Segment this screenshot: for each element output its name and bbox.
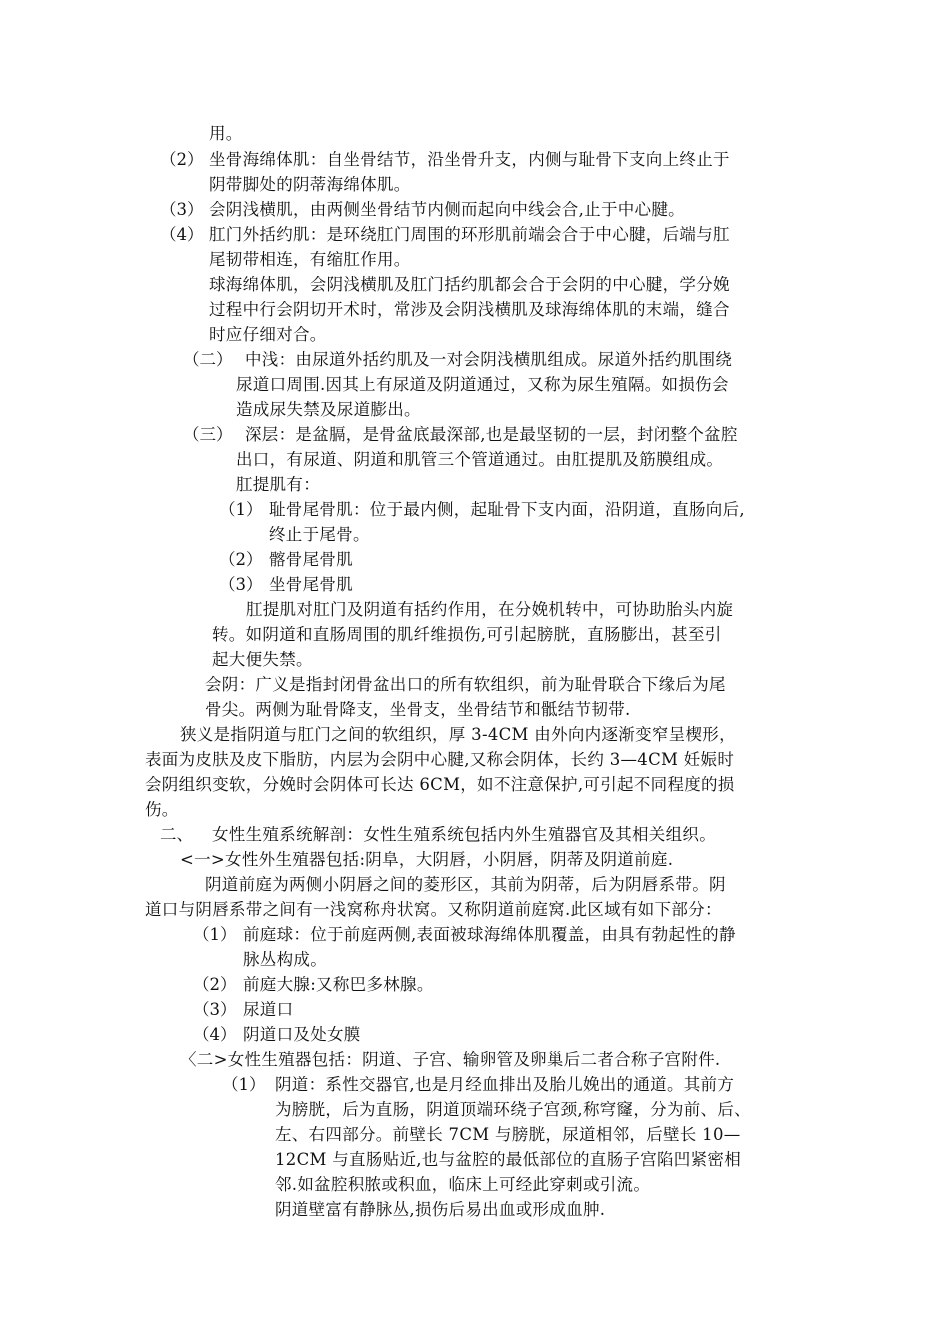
text-line: 转。如阴道和直肠周围的肌纤维损伤,可引起膀胱，直肠膨出，甚至引 (212, 625, 722, 644)
text-line: 肛提肌对肛门及阴道有括约作用，在分娩机转中，可协助胎头内旋 (246, 600, 734, 619)
text-line: 表面为皮肤及皮下脂肪，内层为会阴中心腱,又称会阴体，长约 3—4CM 妊娠时 (145, 750, 735, 769)
list-number: （3） (193, 1000, 237, 1019)
text-line: 伤。 (145, 800, 179, 819)
text-line: 球海绵体肌，会阴浅横肌及肛门括约肌都会合于会阴的中心腱，学分娩 (209, 275, 730, 294)
text-line: 会阴浅横肌，由两侧坐骨结节内侧而起向中线会合,止于中心腱。 (209, 200, 685, 219)
text-line: 〈二>女性生殖器包括：阴道、子宫、输卵管及卵巢后二者合称子宫附件. (180, 1050, 721, 1069)
text-line: 造成尿失禁及尿道膨出。 (236, 400, 421, 419)
text-line: 为膀胱，后为直肠，阴道顶端环绕子宫颈,称穹窿，分为前、后、 (275, 1100, 751, 1119)
list-number: （1） (219, 500, 263, 519)
text-line: 阴道前庭为两侧小阴唇之间的菱形区，其前为阴蒂，后为阴唇系带。阴 (205, 875, 726, 894)
text-line: 肛提肌有： (236, 475, 320, 494)
list-number: （2） (160, 150, 204, 169)
section-heading: 女性生殖系统解剖：女性生殖系统包括内外生殖器官及其相关组织。 (212, 825, 716, 844)
text-line: 阴道壁富有静脉丛,损伤后易出血或形成血肿. (275, 1200, 606, 1219)
text-line: 阴道口及处女膜 (243, 1025, 361, 1044)
text-line: 坐骨尾骨肌 (269, 575, 353, 594)
text-line: 阴带脚处的阴蒂海绵体肌。 (209, 175, 411, 194)
text-line: 过程中行会阴切开术时，常涉及会阴浅横肌及球海绵体肌的末端，缝合 (209, 300, 730, 319)
list-number: （4） (193, 1025, 237, 1044)
text-line: 狭义是指阴道与肛门之间的软组织，厚 3-4CM 由外向内逐渐变窄呈楔形， (180, 725, 736, 744)
text-line: 坐骨海绵体肌：自坐骨结节，沿坐骨升支，内侧与耻骨下支向上终止于 (209, 150, 730, 169)
list-number: （二） (183, 350, 233, 369)
text-line: 出口，有尿道、阴道和肌管三个管道通过。由肛提肌及筋膜组成。 (236, 450, 724, 469)
text-line: 阴道：系性交器官,也是月经血排出及胎儿娩出的通道。其前方 (275, 1075, 735, 1094)
list-number: （3） (219, 575, 263, 594)
text-line: 髂骨尾骨肌 (269, 550, 353, 569)
text-line: 尿道口 (243, 1000, 294, 1019)
text-line: 左、右四部分。前壁长 7CM 与膀胱，尿道相邻，后壁长 10— (275, 1125, 741, 1144)
text-line: 起大便失禁。 (212, 650, 313, 669)
text-line: 中浅：由尿道外括约肌及一对会阴浅横肌组成。尿道外括约肌围绕 (245, 350, 733, 369)
text-line: 12CM 与直肠贴近,也与盆腔的最低部位的直肠子宫陷凹紧密相 (275, 1150, 742, 1169)
list-number: （2） (193, 975, 237, 994)
text-line: 脉丛构成。 (243, 950, 327, 969)
section-number: 二、 (160, 825, 193, 844)
list-number: （1） (222, 1075, 266, 1094)
text-line: 前庭球：位于前庭两侧,表面被球海绵体肌覆盖，由具有勃起性的静 (243, 925, 736, 944)
text-line: 耻骨尾骨肌：位于最内侧，起耻骨下支内面，沿阴道，直肠向后, (269, 500, 745, 519)
text-line: 前庭大腺:又称巴多林腺。 (243, 975, 434, 994)
list-number: （3） (160, 200, 204, 219)
text-line: 时应仔细对合。 (209, 325, 327, 344)
text-line: <一>女性外生殖器包括:阴阜，大阴唇，小阴唇，阴蒂及阴道前庭. (180, 850, 674, 869)
text-line: 深层：是盆膈，是骨盆底最深部,也是最坚韧的一层，封闭整个盆腔 (245, 425, 738, 444)
list-number: （1） (193, 925, 237, 944)
text-line: 肛门外括约肌：是环绕肛门周围的环形肌前端会合于中心腱，后端与肛 (209, 225, 730, 244)
list-number: （2） (219, 550, 263, 569)
text-line: 用。 (209, 124, 243, 143)
text-line: 尾韧带相连，有缩肛作用。 (209, 250, 411, 269)
text-line: 道口与阴唇系带之间有一浅窝称舟状窝。又称阴道前庭窝.此区域有如下部分： (145, 900, 722, 919)
text-line: 尿道口周围.因其上有尿道及阴道通过，又称为尿生殖隔。如损伤会 (236, 375, 729, 394)
text-line: 终止于尾骨。 (269, 525, 370, 544)
list-number: （4） (160, 225, 204, 244)
text-line: 会阴组织变软，分娩时会阴体可长达 6CM，如不注意保护,可引起不同程度的损 (145, 775, 735, 794)
text-line: 邻.如盆腔积脓或积血，临床上可经此穿刺或引流。 (275, 1175, 651, 1194)
text-line: 骨尖。两侧为耻骨降支，坐骨支，坐骨结节和骶结节韧带. (205, 700, 631, 719)
text-line: 会阴：广义是指封闭骨盆出口的所有软组织，前为耻骨联合下缘后为尾 (205, 675, 726, 694)
list-number: （三） (183, 425, 233, 444)
